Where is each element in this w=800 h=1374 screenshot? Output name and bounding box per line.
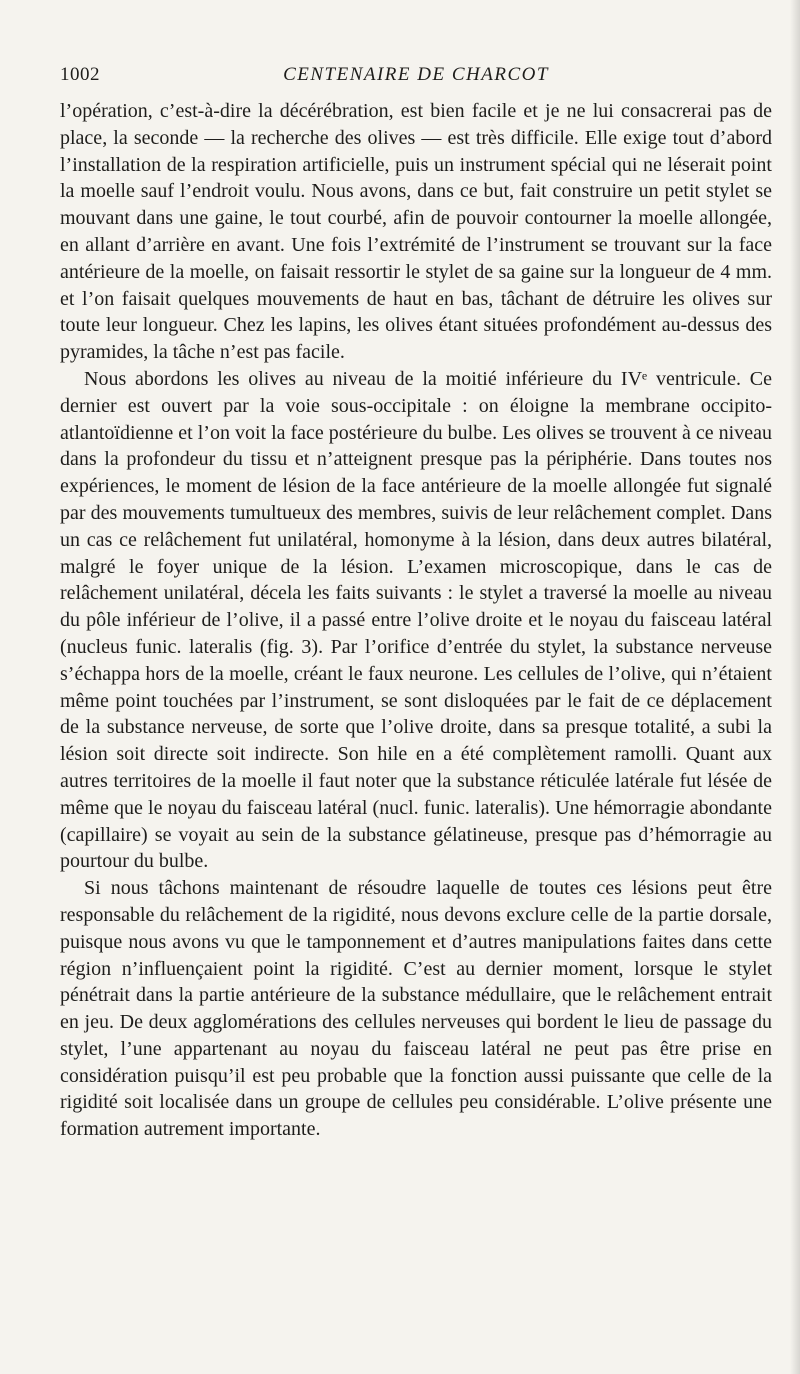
page-number: 1002 (60, 64, 100, 85)
page-header (60, 64, 772, 88)
paragraph-2: Nous abordons les olives au niveau de la moitié inférieure du IVᵉ ventricule. Ce dernier est ouvert par la voie sous-occipitale : on éloigne la membrane occipito-atlantoïdienne et l’on voit la face postérieure du bulbe. Les olives se trouvent à ce niveau dans la profondeur du tissu et n’atteignent presque pas la périphérie. Dans toutes nos expériences, le moment de lésion de la face antérieure de la moelle allongée fut signalé par des mouvements tumultueux des membres, suivis de leur relâchement complet. Dans un cas ce relâchement fut unilatéral, homonyme à la lésion, dans deux autres bilatéral, malgré le foyer unique de la lésion. L’examen microscopique, dans le cas de relâchement unilatéral, décela les faits suivants : le stylet a traversé la moelle au niveau du pôle inférieur de l’olive, il a passé entre l’olive droite et le noyau du faisceau latéral (nucleus funic. lateralis (fig. 3). Par l’orifice d’entrée du stylet, la substance nerveuse s’échappa hors de la moelle, créant le faux neurone. Les cellules de l’olive, qui n’étaient même point touchées par l’instrument, se sont disloquées par le fait de ce déplacement de la substance nerveuse, de sorte que l’olive droite, dans sa presque totalité, a subi la lésion soit directe soit indirecte. Son hile en a été complètement ramolli. Quant aux autres territoires de la moelle il faut noter que la substance réticulée latérale fut lésée de même que le noyau du faisceau latéral (nucl. funic. lateralis). Une hémorragie abondante (capillaire) se voyait au sein de la substance gélatineuse, presque pas d’hémorragie au pourtour du bulbe. (60, 367, 772, 873)
running-title: CENTENAIRE DE CHARCOT (283, 64, 549, 85)
page-edge-shadow (790, 0, 800, 1374)
paragraph-3: Si nous tâchons maintenant de résoudre laquelle de toutes ces lésions peut être responsable du relâchement de la rigidité, nous devons exclure celle de la partie dorsale, puisque nous avons vu que le tamponnement et d’autres manipulations faites dans cette région n’influençaient point la rigidité. C’est au dernier moment, lorsque le stylet pénétrait dans la partie antérieure de la substance médullaire, que le relâchement entrait en jeu. De deux agglomérations des cellules nerveuses qui bordent le lieu de passage du stylet, l’une appartenant au noyau du faisceau latéral ne peut pas être prise en considération puisqu’il est peu probable que la fonction aussi puissante que celle de la rigidité soit localisée dans un groupe de cellules peu considérable. L’olive présente une formation autrement importante. (60, 877, 772, 1141)
paragraph-1: l’opération, c’est-à-dire la décérébration, est bien facile et je ne lui consacrerai pas de place, la seconde — la recherche des olives — est très difficile. Elle exige tout d’abord l’installation de la respiration artificielle, puis un instrument spécial qui ne léserait point la moelle sauf l’endroit voulu. Nous avons, dans ce but, fait construire un petit stylet se mouvant dans une gaine, le tout courbé, afin de pouvoir contourner la moelle allongée, en allant d’arrière en avant. Une fois l’extrémité de l’instrument se trouvant sur la face antérieure de la moelle, on faisait ressortir le stylet de sa gaine sur la longueur de 4 mm. et l’on faisait quelques mouvements de haut en bas, tâchant de détruire les olives sur toute leur longueur. Chez les lapins, les olives étant situées profondément au-dessus des pyramides, la tâche n’est pas facile. (60, 100, 772, 364)
body-text (60, 98, 772, 1143)
